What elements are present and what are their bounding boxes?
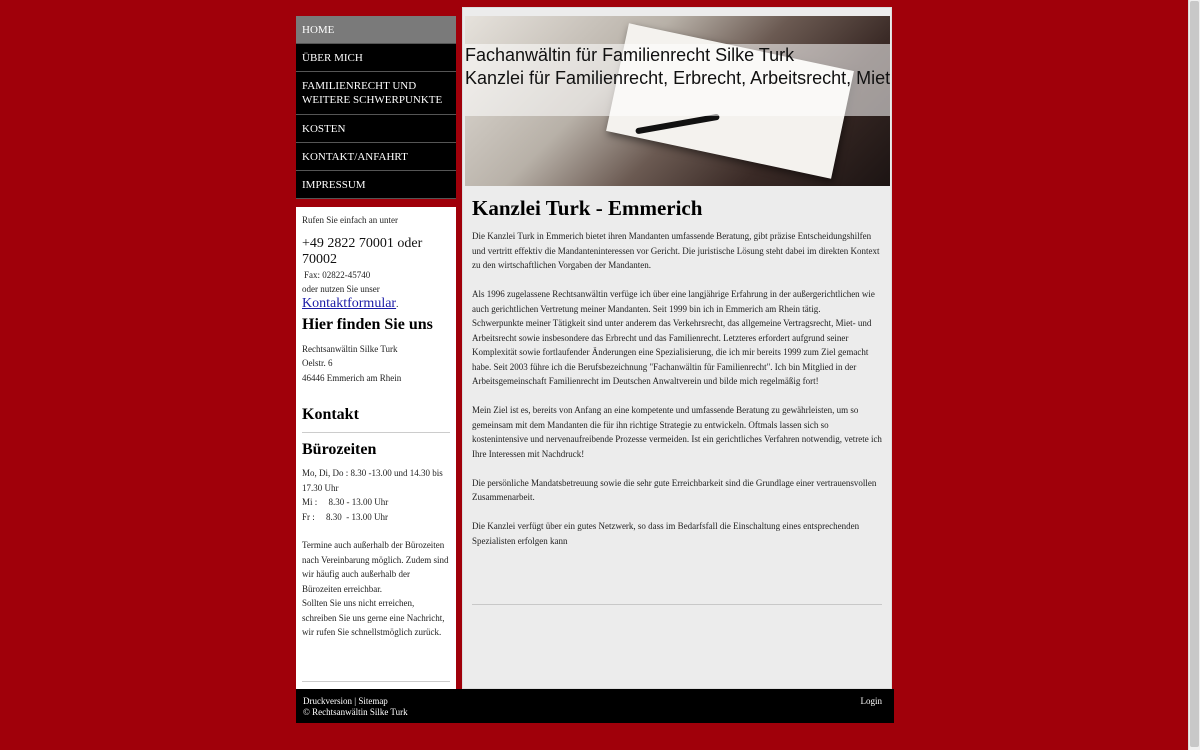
footer-links [303,696,388,707]
print-version-link[interactable]: Druckversion [303,696,352,706]
sidebar-bottom-divider [302,681,450,682]
find-us-heading: Hier finden Sie uns [302,316,433,333]
callback-note: Sollten Sie uns nicht erreichen, schreiben Sie uns gerne eine Nachricht, wir rufen Sie schnellstmöglich zurück. [302,598,445,637]
main-navigation [296,16,456,199]
address-street: Oelstr. 6 [302,358,333,368]
nav-item-kosten[interactable]: KOSTEN [296,115,456,143]
copyright-text: © Rechtsanwältin Silke Turk [303,707,408,717]
hours-heading: Bürozeiten [302,440,377,458]
login-link[interactable]: Login [860,696,882,706]
header-banner [465,16,890,186]
header-subtitle: Kanzlei für Familienrecht, Erbrecht, Arbeitsrecht, Miet [465,68,890,88]
nav-item-impressum[interactable]: IMPRESSUM [296,171,456,199]
address-city: 46446 Emmerich am Rhein [302,372,402,383]
nav-item-ueber-mich[interactable]: ÜBER MICH [296,44,456,72]
fax-number: Fax: 02822-45740 [304,269,371,280]
page-scrollbar[interactable] [1188,0,1200,750]
article-paragraph: Schwerpunkte meiner Tätigkeit sind unter anderem das Verkehrsrecht, das allgemeine Vertragsrecht, Miet- und Arbeitsrecht sowie insbesondere das Erbrecht und das Familienrecht. Letzteres erfordert aufgrund seiner Komplexität sowie fortlaufender Änderungen eine Spezialisierung, die ich mir bereits 1999 zum Ziel gemacht habe. Seit 2003 führe ich die Berufsbezeichnung "Fachanwältin für Familienrecht". Ich bin Mitglied in der Arbeitsgemeinschaft Familienrecht im Deutschen Anwaltverein und bilde mich regelmäßig fort! [472,318,872,386]
address-name: Rechtsanwältin Silke Turk [302,343,398,354]
scrollbar-thumb[interactable] [1190,1,1199,747]
link-period: . [396,298,399,309]
nav-item-kontakt-anfahrt[interactable]: KONTAKT/ANFAHRT [296,143,456,171]
article-paragraph: Die Kanzlei Turk in Emmerich bietet ihren Mandanten umfassende Beratung, gibt präzise Entscheidungshilfen und vertritt effektiv die Mandanteninteressen vor Gericht. Die juristische Lösung steht dabei im direkten Kontext zu den wirtschaftlichen Vorgaben der Mandanten. [472,231,880,270]
or-use-text: oder nutzen Sie unser [302,284,380,294]
hours-line: Mo, Di, Do : 8.30 -13.00 und 14.30 bis 17.30 Uhr [302,468,443,493]
hours-line: Fr : 8.30 - 13.00 Uhr [302,511,388,522]
article-paragraph: Die Kanzlei verfügt über ein gutes Netzwerk, so dass im Bedarfsfall die Einschaltung eines entsprechenden Spezialisten erfolgen kann [472,521,860,546]
phone-number: +49 2822 70001 oder 70002 [302,235,423,267]
contact-form-link[interactable]: Kontaktformular [302,295,397,311]
hours-note: Termine auch außerhalb der Bürozeiten nach Vereinbarung möglich. Zudem sind wir häufig auch außerhalb der Bürozeiten erreichbar. [302,540,449,594]
article-paragraph: Mein Ziel ist es, bereits von Anfang an eine kompetente und umfassende Beratung zu gewährleisten, um so gemeinsam mit dem Mandanten die für ihn richtige Strategie zu entwickeln. Oftmals lassen sich so kostenintensive und nervenaufreibende Prozesse vermeiden. Ist ein gerichtliches Verfahren notwendig, vetrete ich Ihre Interessen mit Nachdruck! [472,405,882,459]
page-footer [296,689,894,723]
sitemap-link[interactable]: Sitemap [358,696,388,706]
header-title: Fachanwältin für Familienrecht Silke Turk [465,45,795,65]
page-title: Kanzlei Turk - Emmerich [472,196,703,220]
hours-line: Mi : 8.30 - 13.00 Uhr [302,497,389,507]
article-paragraph: Die persönliche Mandatsbetreuung sowie die sehr gute Erreichbarkeit sind die Grundlage einer vertrauensvollen Zusammenarbeit. [472,477,877,502]
article [472,196,884,563]
content-divider [472,604,882,605]
sidebar-info-box [296,207,456,689]
call-text: Rufen Sie einfach an unter [302,215,398,225]
kontakt-heading: Kontakt [302,406,359,423]
sidebar-divider [302,432,450,433]
nav-item-familienrecht[interactable]: FAMILIENRECHT UND WEITERE SCHWERPUNKTE [296,72,456,115]
footer-separator: | [352,696,359,706]
article-paragraph: Als 1996 zugelassene Rechtsanwältin verfüge ich über eine langjährige Erfahrung in der außergerichtlichen wie auch gerichtlichen Vertretung meiner Mandanten. Seit 1999 bin ich in Emmerich am Rhein tätig. [472,289,875,314]
nav-item-home[interactable]: HOME [296,16,456,44]
